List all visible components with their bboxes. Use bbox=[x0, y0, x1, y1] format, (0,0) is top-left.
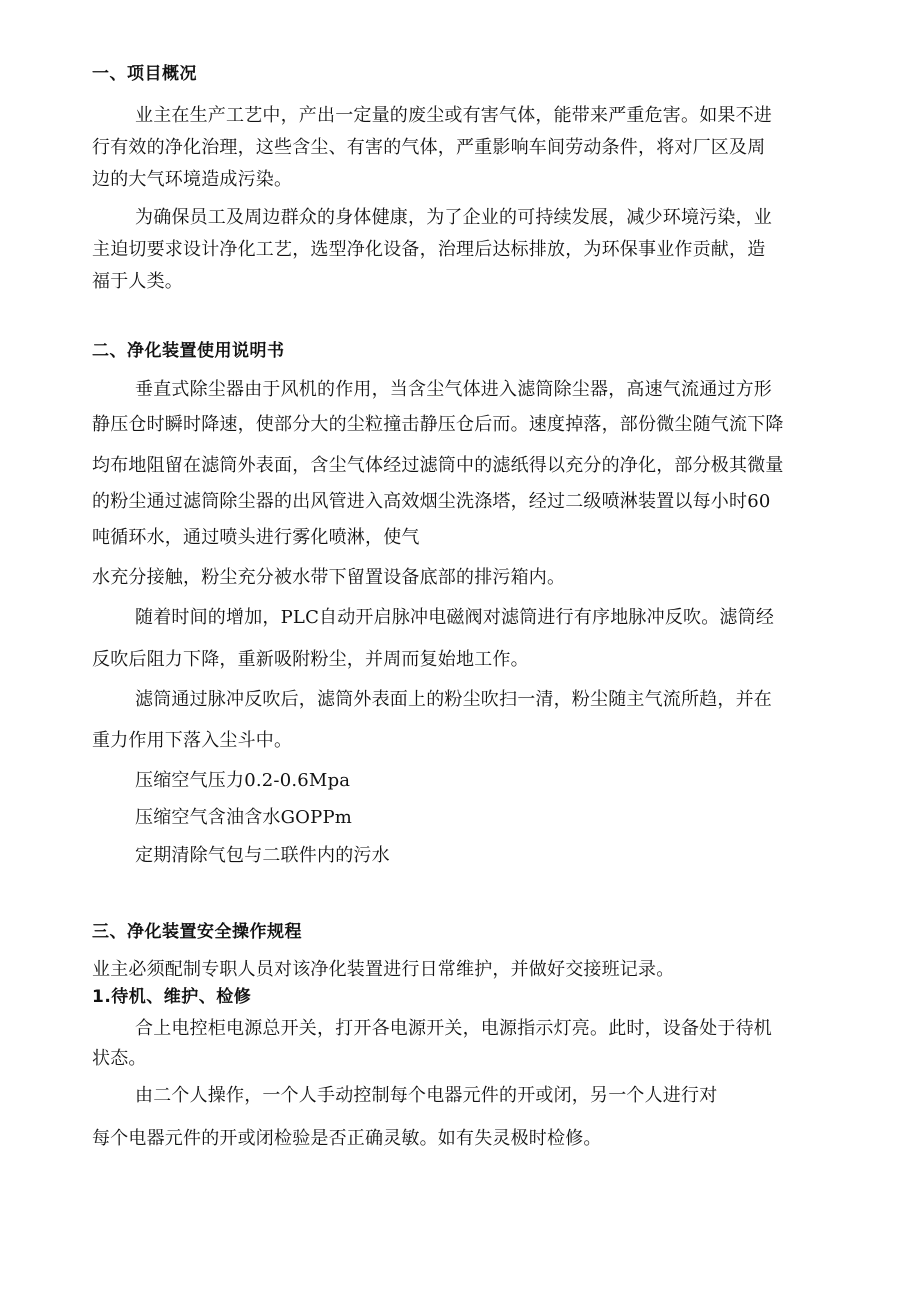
section-1-line-3: 边的大气环境造成污染。 bbox=[92, 169, 293, 190]
section-3-heading: 三、净化装置安全操作规程 bbox=[92, 922, 302, 942]
section-2-line-8: 反吹后阻力下降，重新吸附粉尘，并周而复始地工作。 bbox=[92, 649, 529, 670]
section-1-line-5: 主迫切要求设计净化工艺，选型净化设备，治理后达标排放，为环保事业作贡献，造 bbox=[92, 239, 766, 260]
section-2-line-13: 定期清除气包与二联件内的污水 bbox=[135, 845, 390, 866]
section-2-line-6: 水充分接触，粉尘充分被水带下留置设备底部的排污箱内。 bbox=[92, 567, 566, 588]
section-1-heading: 一、项目概况 bbox=[92, 64, 197, 84]
section-2-heading: 二、净化装置使用说明书 bbox=[92, 341, 285, 361]
section-3-subline-1: 合上电控柜电源总开关，打开各电源开关，电源指示灯亮。此时，设备处于待机 bbox=[135, 1018, 772, 1039]
section-3-subline-2: 状态。 bbox=[92, 1048, 147, 1069]
section-3-subheading: 1.待机、维护、检修 bbox=[92, 987, 252, 1007]
section-2-line-4: 的粉尘通过滤筒除尘器的出风管进入高效烟尘洗涤塔，经过二级喷淋装置以每小时60 bbox=[92, 491, 771, 512]
section-2-line-10: 重力作用下落入尘斗中。 bbox=[92, 730, 293, 751]
section-3-subline-4: 每个电器元件的开或闭检验是否正确灵敏。如有失灵极时检修。 bbox=[92, 1128, 602, 1149]
section-1-line-4: 为确保员工及周边群众的身体健康，为了企业的可持续发展，减少环境污染，业 bbox=[135, 207, 772, 228]
section-1-line-6: 福于人类。 bbox=[92, 271, 183, 292]
section-2-line-12: 压缩空气含油含水GOPPm bbox=[135, 807, 353, 828]
section-2-line-3: 均布地阻留在滤筒外表面，含尘气体经过滤筒中的滤纸得以充分的净化，部分极其微量 bbox=[92, 455, 784, 476]
section-3-line-1: 业主必须配制专职人员对该净化装置进行日常维护，并做好交接班记录。 bbox=[92, 959, 675, 980]
section-1-line-2: 行有效的净化治理，这些含尘、有害的气体，严重影响车间劳动条件，将对厂区及周 bbox=[92, 137, 766, 158]
section-3-subline-3: 由二个人操作，一个人手动控制每个电器元件的开或闭，另一个人进行对 bbox=[135, 1085, 718, 1106]
section-1-line-1: 业主在生产工艺中，产出一定量的废尘或有害气体，能带来严重危害。如果不进 bbox=[135, 105, 772, 126]
section-2-line-1: 垂直式除尘器由于风机的作用，当含尘气体进入滤筒除尘器，高速气流通过方形 bbox=[135, 379, 772, 400]
section-2-line-5: 吨循环水，通过喷头进行雾化喷淋，使气 bbox=[92, 527, 420, 548]
section-2-line-9: 滤筒通过脉冲反吹后，滤筒外表面上的粉尘吹扫一清，粉尘随主气流所趋，并在 bbox=[135, 689, 772, 710]
section-2-line-2: 静压仓时瞬时降速，使部分大的尘粒撞击静压仓后而。速度掉落，部份微尘随气流下降 bbox=[92, 414, 784, 435]
section-2-line-7: 随着时间的增加，PLC自动开启脉冲电磁阀对滤筒进行有序地脉冲反吹。滤筒经 bbox=[135, 607, 775, 628]
section-2-line-11: 压缩空气压力0.2-0.6Mpa bbox=[135, 770, 351, 791]
